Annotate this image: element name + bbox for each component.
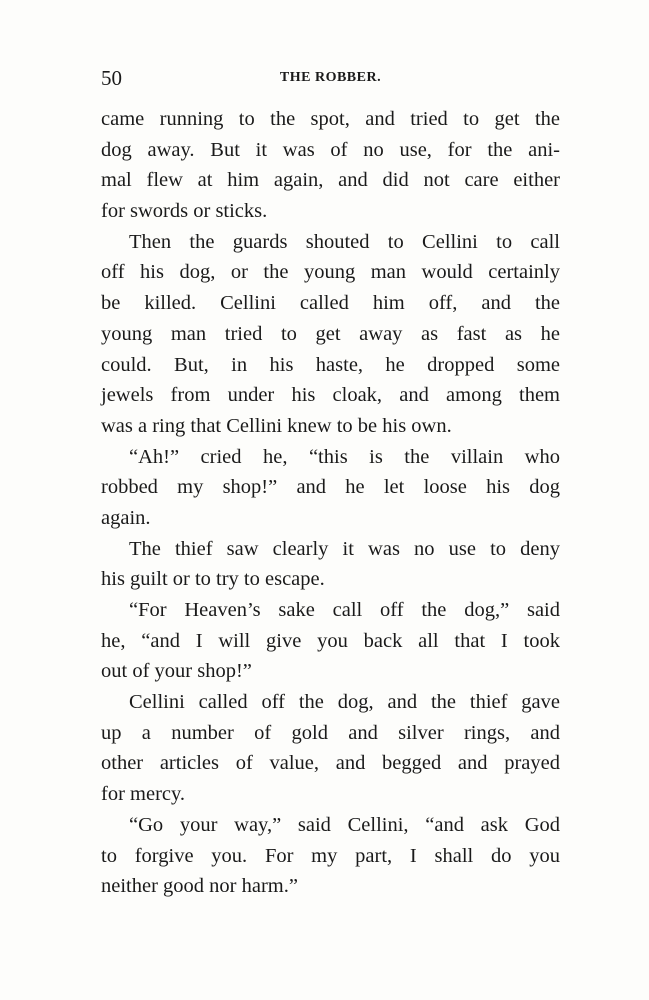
paragraph: [101, 595, 560, 687]
text-line: came running to the spot, and tried to get the: [101, 108, 560, 130]
paragraph: [101, 104, 560, 227]
running-head: THE ROBBER.: [279, 70, 382, 85]
text-line: Then the guards shouted to Cellini to call: [129, 230, 560, 253]
text-line: mal flew at him again, and did not care either: [101, 169, 560, 192]
text-line: “Go your way,” said Cellini, “and ask God: [129, 813, 560, 836]
text-line: his guilt or to try to escape.: [101, 568, 325, 591]
text-line: out of your shop!”: [101, 660, 252, 683]
text-line: neither good nor harm.”: [101, 875, 298, 898]
text-line: again.: [101, 506, 151, 529]
text-line: “For Heaven’s sake call off the dog,” said: [129, 599, 560, 621]
text-line: up a number of gold and silver rings, and: [101, 721, 560, 744]
text-line: off his dog, or the young man would certainly: [101, 261, 560, 284]
text-line: for swords or sticks.: [101, 200, 268, 223]
text-line: he, “and I will give you back all that I took: [101, 629, 560, 652]
page-header: [101, 66, 560, 92]
text-line: jewels from under his cloak, and among them: [101, 384, 560, 407]
text-line: dog away. But it was of no use, for the ani-: [101, 138, 560, 161]
text-line: other articles of value, and begged and prayed: [101, 752, 560, 775]
text-line: to forgive you. For my part, I shall do you: [101, 844, 560, 867]
text-line: for mercy.: [101, 783, 186, 806]
paragraph: [101, 534, 560, 595]
paragraph: [101, 442, 560, 534]
paragraph: [101, 810, 560, 902]
text-line: be killed. Cellini called him off, and the: [101, 292, 560, 315]
text-line: robbed my shop!” and he let loose his dog: [101, 476, 560, 499]
text-line: was a ring that Cellini knew to be his own.: [101, 414, 452, 437]
body-text: [101, 104, 560, 902]
text-line: “Ah!” cried he, “this is the villain who: [129, 445, 560, 468]
text-line: young man tried to get away as fast as he: [101, 322, 560, 345]
paragraph: [101, 687, 560, 810]
text-line: The thief saw clearly it was no use to deny: [129, 537, 560, 560]
text-line: Cellini called off the dog, and the thief gave: [129, 691, 560, 714]
paragraph: [101, 227, 560, 442]
page-number: 50: [101, 66, 122, 90]
text-line: could. But, in his haste, he dropped some: [101, 353, 560, 376]
